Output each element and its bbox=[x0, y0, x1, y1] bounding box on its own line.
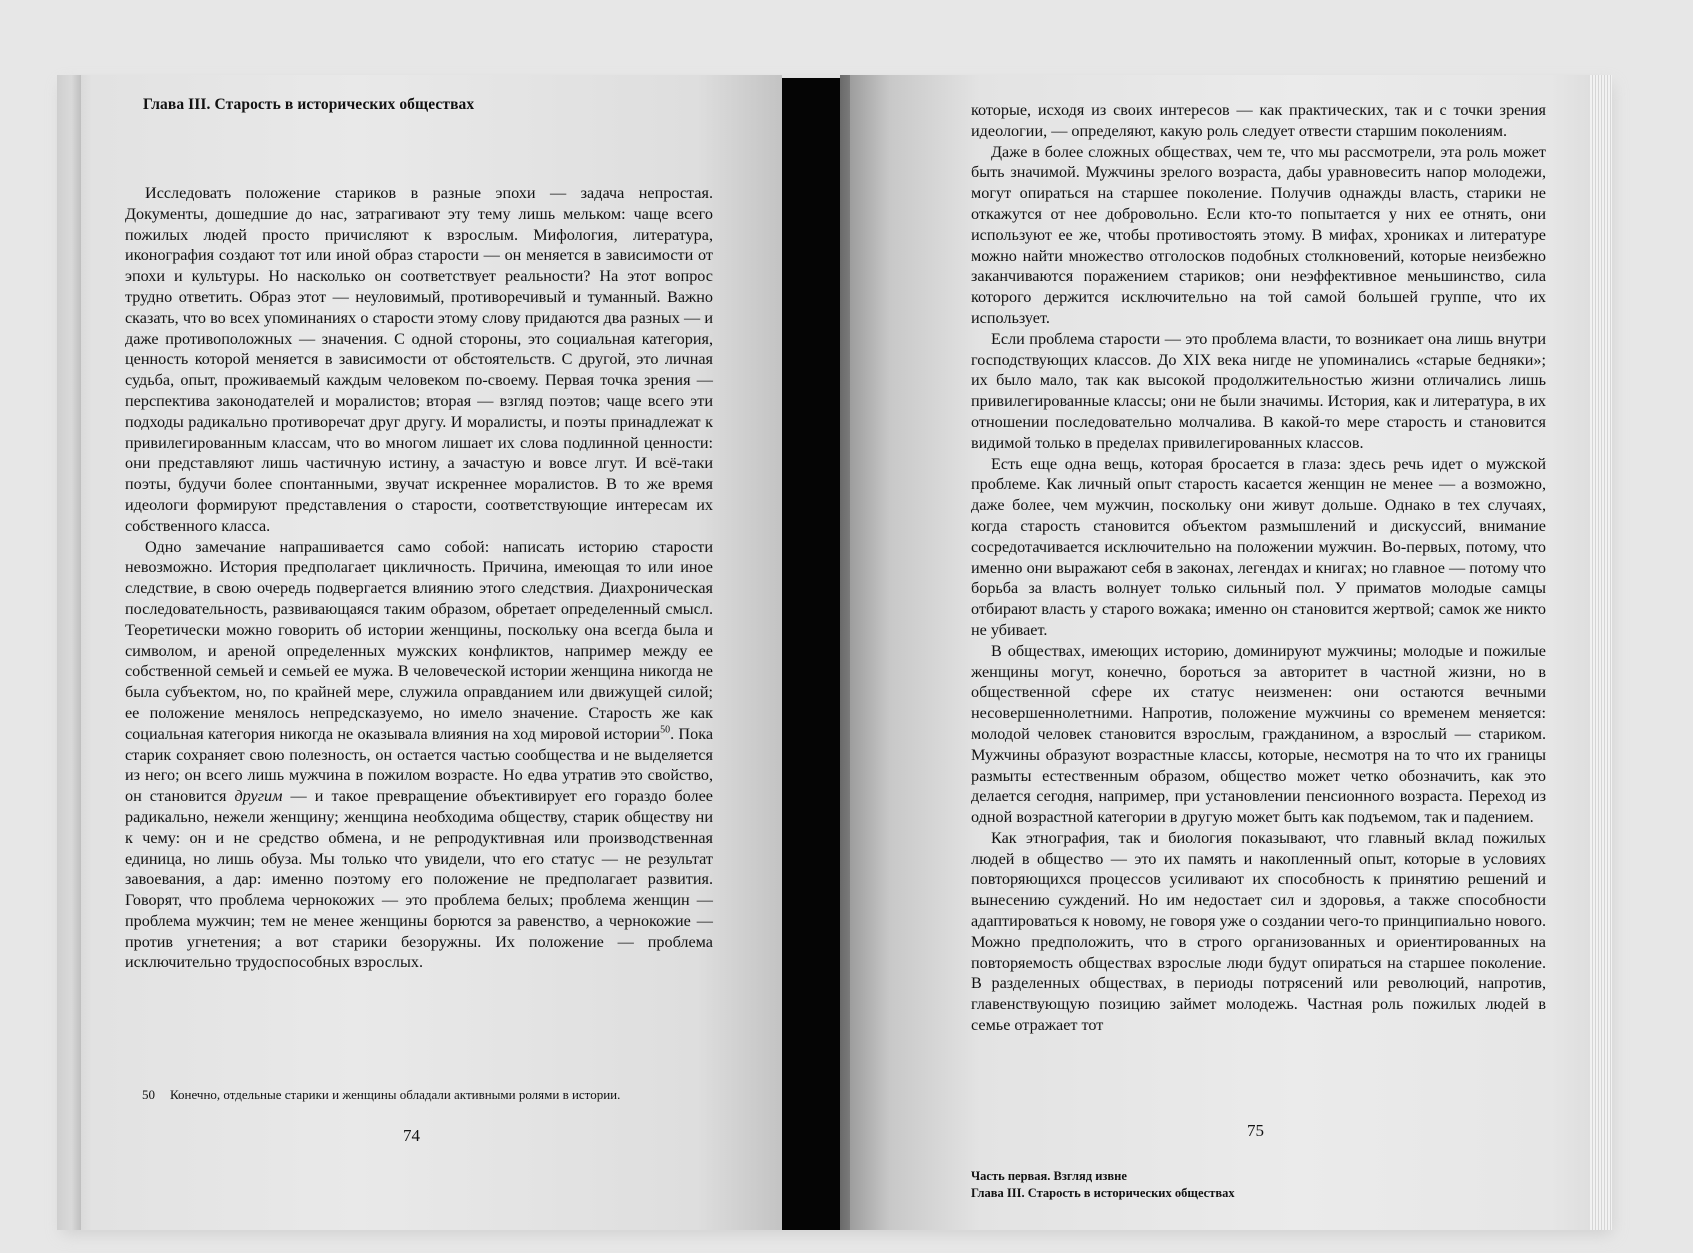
left-page-number: 74 bbox=[403, 1126, 420, 1145]
left-body-text bbox=[125, 183, 713, 973]
right-paragraph-3: Есть еще одна вещь, которая бросается в глаза: здесь речь идет о мужской проблеме. Как личный опыт старость касается женщин не менее — а возможно, даже более, чем мужчин, поскольку они живут дольше. Однако в тех случаях, когда старость становится объектом размышлений и дискуссий, внимание сосредотачивается исключительно на положении мужчин. Во-первых, потому, что именно они выражают себя в законах, легендах и книгах; но главное — потому что борьба за власть волнует только сильный пол. У приматов молодые самцы отбирают власть у старого вожака; именно он становится жертвой; самок же никто не убивает. bbox=[971, 454, 1546, 639]
left-paragraph-2-start: Одно замечание напрашивается само собой: написать историю старости невозможно. История предполагает цикличность. Причина, имеющая то или иное следствие, в свою очередь подвергается влиянию этого следствия. Диахроническая последовательность, развивающаяся таким образом, обретает определенный смысл. Теоретически можно говорить об истории женщины, поскольку она всегда была и символом, и ареной определенных мужских конфликтов, например между ее собственной семьей и семьей ее мужа. В человеческой истории женщина никогда не была субъектом, но, по крайней мере, служила оправданием или движущей силой; ее положение менялось непредсказуемо, но имело значение. Старость же как социальная категория никогда не оказывала влияния на ход мировой истории bbox=[125, 537, 713, 743]
right-paragraph-2: Если проблема старости — это проблема власти, то возникает она лишь внутри господствующих классов. До XIX века нигде не упоминались «старые бедняки»; их было мало, так как высокой продолжительностью жизни отличались лишь привилегированные классы; они не были значимы. История, как и литература, в их отношении последовательно молчалива. В какой-то мере старость и становится видимой только в пределах привилегированных классов. bbox=[971, 329, 1546, 452]
footnote-reference[interactable]: 50 bbox=[660, 724, 671, 736]
right-page-edge bbox=[1590, 75, 1612, 1230]
left-page-edge bbox=[57, 75, 81, 1230]
left-running-head: Глава III. Старость в исторических обществах bbox=[143, 96, 475, 113]
emphasis-word: другим bbox=[234, 787, 283, 806]
right-paragraph-1: Даже в более сложных обществах, чем те, что мы рассмотрели, эта роль может быть значимой. Мужчины зрелого возраста, дабы уравновесить напор молодежи, могут опираться на старшее поколение. Получив однажды власть, старики не откажутся от нее добровольно. Если кто-то попытается у них ее отнять, они используют ее же, чтобы противостоять этому. В мифах, хрониках и литературе можно найти множество отголосков подобных столкновений, которые неизбежно заканчиваются поражением стариков; они неэффективное меньшинство, сила которого держится исключительно на той самой большей группе, что их использует. bbox=[971, 142, 1546, 327]
left-paragraph-2-middle: . Пока старик сохраняет свою полезность, он остается частью сообщества и не выделяется из него; он всего лишь мужчина в пожилом возрасте. Но едва утратив это свойство, он становится bbox=[125, 724, 714, 806]
left-paragraph-2 bbox=[125, 537, 713, 974]
right-running-foot bbox=[971, 1168, 1235, 1202]
book-gutter bbox=[782, 78, 842, 1230]
right-continued-text: которые, исходя из своих интересов — как практических, так и с точки зрения идеологии, — определяют, какую роль следует отвести старшим поколениям. bbox=[971, 101, 1546, 140]
footnote bbox=[142, 1086, 742, 1103]
footnote-number: 50 bbox=[142, 1087, 155, 1102]
right-body-text bbox=[971, 100, 1546, 1036]
right-paragraph-5: Как этнография, так и биология показывают, что главный вклад пожилых людей в общество — это их память и накопленный опыт, которые в условиях повторяющихся процессов усиливают их способность к принятию решений и вынесению суждений. Но им недостает сил и здоровья, а также способности адаптироваться к новому, не говоря уже о создании чего-то принципиально нового. Можно предположить, что в строго организованных и ориентированных на повторяемость обществах взрослые люди будут опираться на старшее поколение. В разделенных обществах, в периоды потрясений или революций, напротив, главенствующую позицию займет молодежь. Частная роль пожилых людей в семье отражает тот bbox=[971, 828, 1546, 1035]
left-paragraph-2-end: — и такое превращение объективирует его гораздо более радикально, нежели женщину; женщина необходима обществу, старик обществу ни к чему: он и не средство обмена, и не репродуктивная или производственная единица, но лишь обуза. Мы только что увидели, что его статус — не результат завоевания, а дар: именно поэтому его положение не предполагает развития. Говорят, что проблема чернокожих — это проблема белых; проблема женщин — проблема мужчин; тем не менее женщины борются за равенство, а чернокожие — против угнетения; а вот старики безоружны. Их положение — проблема исключительно трудоспособных взрослых. bbox=[125, 787, 713, 972]
right-page-number: 75 bbox=[1247, 1121, 1264, 1140]
running-foot-part: Часть первая. Взгляд извне bbox=[971, 1169, 1127, 1183]
running-foot-chapter: Глава III. Старость в исторических обществах bbox=[971, 1186, 1235, 1200]
right-paragraph-4: В обществах, имеющих историю, доминируют мужчины; молодые и пожилые женщины могут, конечно, бороться за авторитет в частной жизни, но в общественной сфере их статус неизменен: они остаются вечными несовершеннолетними. Напротив, положение мужчины со временем меняется: молодой человек становится взрослым, гражданином, а взрослый — стариком. Мужчины образуют возрастные классы, которые, несмотря на то что их границы размыты естественным образом, общество может четко обозначить, как это делается сегодня, например, при установлении пенсионного возраста. Переход из одной возрастной категории в другую может быть как подъемом, так и падением. bbox=[971, 641, 1546, 827]
left-paragraph-1: Исследовать положение стариков в разные эпохи — задача непростая. Документы, дошедшие до нас, затрагивают эту тему лишь мельком: чаще всего пожилых людей просто причисляют к взрослым. Мифология, литература, иконография создают тот или иной образ старости — он меняется в зависимости от эпохи и культуры. Но насколько он соответствует реальности? На этот вопрос трудно ответить. Образ этот — неуловимый, противоречивый и туманный. Важно сказать, что во всех упоминаниях о старости этому слову придаются два разных — и даже противоположных — значения. С одной стороны, это социальная категория, ценность которой меняется в зависимости от обстоятельств. С другой, это личная судьба, опыт, проживаемый каждым человеком по-своему. Первая точка зрения — перспектива законодателей и моралистов; вторая — взгляд поэтов; чаще всего эти подходы радикально противоречат друг другу. И моралисты, и поэты принадлежат к привилегированным классам, что во многом лишает их слова подлинной ценности: они представляют лишь частичную истину, а зачастую и вовсе лгут. И всё-таки поэты, будучи более спонтанными, звучат искреннее моралистов. В то же время идеологи формируют представления о старости, соответствующие интересам их собственного класса. bbox=[125, 184, 713, 535]
footnote-text: Конечно, отдельные старики и женщины обладали активными ролями в истории. bbox=[170, 1087, 621, 1102]
